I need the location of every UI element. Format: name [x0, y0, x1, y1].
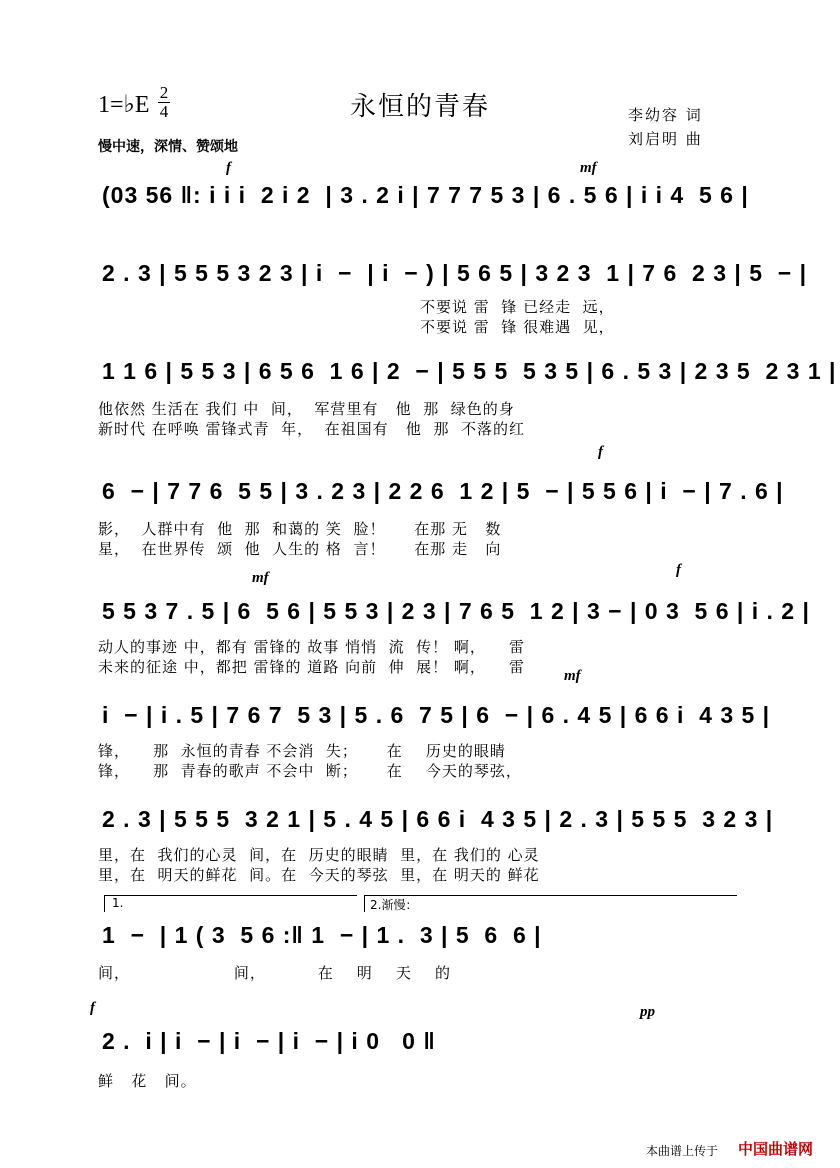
notation-row-5: 5 5 3 7 . 5 | 6 5 6 | 5 5 3 | 2 3 | 7 6 5 1 2 | 3 − | 0 3 5 6 | i . 2 |: [102, 598, 810, 624]
time-top: 2: [159, 83, 169, 102]
notation-row-1: (03 56 ‖: i i i 2 i 2 | 3 . 2 i | 7 7 7 5 3 | 6 . 5 6 | i i 4 5 6 |: [102, 182, 749, 208]
lyric-row-5-verse-1: 动人的事迹 中，都有 雷锋的 故事 悄悄 流 传！ 啊， 雷: [98, 638, 525, 656]
notation-row-9: 2 . i | i − | i − | i − | i 0 0 ‖: [102, 1028, 436, 1054]
lyric-row-5-verse-2: 未来的征途 中，都把 雷锋的 道路 向前 伸 展！ 啊， 雷: [98, 658, 525, 676]
volta-1-bracket: [104, 895, 357, 912]
notation-row-6: i − | i . 5 | 7 6 7 5 3 | 5 . 6 7 5 | 6 − | 6 . 4 5 | 6 6 i 4 3 5 |: [102, 702, 771, 728]
dynamic-mf: mf: [580, 160, 597, 176]
lyric-row-4-verse-1: 影， 人群中有 他 那 和蔼的 笑 脸！ 在那 无 数: [98, 520, 502, 538]
tempo-marking: 慢中速，深情、赞颂地: [98, 139, 238, 155]
notation-row-8: 1 − | 1 ( 3 5 6 :‖ 1 − | 1 . 3 | 5 6 6 |: [102, 922, 542, 948]
lyric-row-2-verse-1: 不要说 雷 锋 已经走 远，: [420, 298, 615, 316]
composer: 刘启明 曲: [628, 130, 703, 148]
volta-2-bracket: [364, 895, 737, 912]
dynamic-mf-2: mf: [252, 570, 269, 586]
lyric-row-7-verse-1: 里，在 我们的心灵 间，在 历史的眼睛 里，在 我们的 心灵: [98, 846, 540, 864]
key-signature: [98, 90, 150, 119]
time-signature: [158, 84, 170, 121]
time-bottom: 4: [159, 102, 169, 121]
dynamic-f-3: f: [676, 562, 681, 578]
dynamic-mf-3: mf: [564, 668, 581, 684]
lyric-row-9: 鲜 花 间。: [98, 1072, 197, 1090]
dynamic-f-fermata: f: [90, 1000, 95, 1016]
footer-uploaded-text: 本曲谱上传于: [646, 1144, 719, 1158]
volta-1-label: 1.: [112, 896, 124, 910]
key-label: 1=: [98, 92, 124, 118]
notation-row-2: 2 . 3 | 5 5 5 3 2 3 | i − | i − ) | 5 6 5 | 3 2 3 1 | 7 6 2 3 | 5 − |: [102, 260, 808, 286]
lyric-row-6-verse-1: 锋， 那 永恒的青春 不会消 失； 在 历史的眼睛: [98, 742, 506, 760]
lyric-row-3-verse-1: 他依然 生活在 我们 中 间， 军营里有 他 那 绿色的身: [98, 400, 515, 418]
song-title: 永恒的青春: [349, 92, 490, 122]
dynamic-f: f: [226, 160, 231, 176]
key-flat: ♭E: [123, 92, 150, 118]
dynamic-f-2: f: [598, 444, 603, 460]
lyric-row-7-verse-2: 里，在 明天的鲜花 间。在 今天的琴弦 里，在 明天的 鲜花: [98, 866, 540, 884]
dynamic-pp: pp: [640, 1004, 655, 1020]
site-logo: 中国曲谱网: [738, 1140, 814, 1158]
lyric-row-2-verse-2: 不要说 雷 锋 很难遇 见，: [420, 318, 615, 336]
lyric-row-8: 间， 间， 在 明 天 的: [98, 964, 451, 982]
notation-row-3: 1 1 6 | 5 5 3 | 6 5 6 1 6 | 2 − | 5 5 5 5 3 5 | 6 . 5 3 | 2 3 5 2 3 1 |: [102, 358, 837, 384]
notation-row-4: 6 − | 7 7 6 5 5 | 3 . 2 3 | 2 2 6 1 2 | 5 − | 5 5 6 | i − | 7 . 6 |: [102, 478, 784, 504]
lyric-row-4-verse-2: 星， 在世界传 颂 他 人生的 格 言！ 在那 走 向: [98, 540, 502, 558]
lyric-row-6-verse-2: 锋， 那 青春的歌声 不会中 断； 在 今天的琴弦，: [98, 762, 522, 780]
lyricist: 李幼容 词: [628, 106, 703, 124]
notation-row-7: 2 . 3 | 5 5 5 3 2 1 | 5 . 4 5 | 6 6 i 4 3 5 | 2 . 3 | 5 5 5 3 2 3 |: [102, 806, 774, 832]
volta-2-label: 2.渐慢：: [370, 898, 418, 912]
lyric-row-3-verse-2: 新时代 在呼唤 雷锋式青 年， 在祖国有 他 那 不落的红: [98, 420, 525, 438]
